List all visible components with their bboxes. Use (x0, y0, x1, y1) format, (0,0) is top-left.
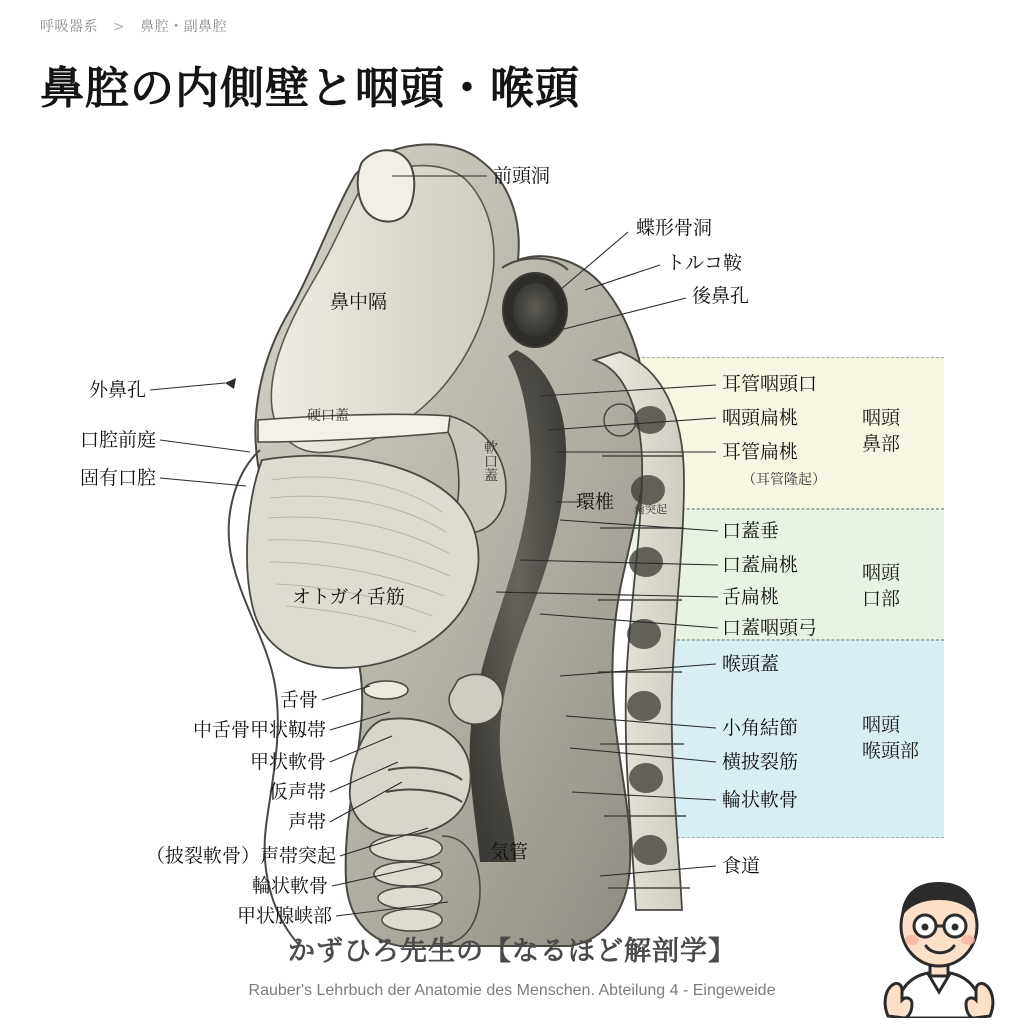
label-transverse-arytenoid: 横披裂筋 (722, 751, 799, 773)
label-sphenoid-sinus: 蝶形骨洞 (636, 217, 713, 239)
label-choana: 後鼻孔 (692, 285, 750, 307)
label-cricoid-cartilage: 輪状軟骨 (251, 875, 328, 897)
label-hard-palate: 硬口蓋 (307, 408, 349, 424)
region-label-line2: 口部 (862, 588, 901, 610)
label-oral-vestibule: 口腔前庭 (79, 429, 156, 451)
label-lingual-tonsil: 舌扁桃 (722, 586, 780, 608)
label-external-nares: 外鼻孔 (88, 379, 146, 401)
page-title: 鼻腔の内側壁と咽頭・喉頭 (40, 63, 580, 114)
breadcrumb-separator: > (112, 19, 126, 35)
source-citation: Rauber's Lehrbuch der Anatomie des Menschen. Abteilung 4 - Eingeweide (248, 982, 776, 999)
region-label-pharynx-nasal (862, 405, 900, 457)
label-soft-palate: 軟口蓋 (482, 440, 498, 482)
label-uvula: 口蓋垂 (722, 520, 780, 542)
label-sella-turcica: トルコ鞍 (666, 252, 743, 274)
mascot-illustration (864, 868, 1014, 1018)
region-label-pharynx-laryngeal (862, 712, 919, 764)
label-dens: 歯突起 (634, 503, 667, 516)
label-vocal-fold: 声帯 (287, 811, 326, 833)
label-nasal-septum: 鼻中隔 (330, 291, 388, 313)
label-torus-tubarius: （耳管隆起） (742, 472, 826, 488)
label-thyroid-cartilage: 甲状軟骨 (249, 751, 326, 773)
label-oral-cavity-proper: 固有口腔 (79, 467, 156, 489)
label-pharyngeal-opening-of-auditory-tube: 耳管咽頭口 (722, 373, 818, 395)
label-corniculate-tubercle: 小角結節 (722, 717, 799, 739)
label-epiglottis: 喉頭蓋 (722, 653, 780, 675)
label-pharyngeal-tonsil: 咽頭扁桃 (722, 407, 799, 429)
region-label-line2: 喉頭部 (862, 740, 920, 762)
label-palatine-tonsil: 口蓋扁桃 (722, 554, 799, 576)
label-hyoid-bone: 舌骨 (279, 689, 318, 711)
label-frontal-sinus: 前頭洞 (493, 165, 551, 187)
region-label-line2: 鼻部 (862, 433, 901, 455)
region-label-pharynx-oral (862, 560, 900, 612)
label-thyrohyoid-membrane: 中舌骨甲状靱帯 (192, 719, 326, 741)
breadcrumb-parent[interactable]: 呼吸器系 (40, 19, 98, 35)
region-label-line1: 咽頭 (862, 562, 901, 584)
label-trachea: 気管 (490, 841, 529, 863)
breadcrumb-current[interactable]: 鼻腔・副鼻腔 (140, 19, 228, 35)
label-atlas: 環椎 (576, 491, 615, 513)
label-cricoid-cartilage-r: 輪状軟骨 (722, 789, 799, 811)
breadcrumb (40, 16, 227, 36)
label-genioglossus: オトガイ舌筋 (292, 586, 405, 608)
label-tubal-tonsil: 耳管扁桃 (722, 441, 799, 463)
region-label-line1: 咽頭 (862, 714, 901, 736)
label-vocal-process: （披裂軟骨）声帯突起 (145, 845, 336, 867)
label-vestibular-fold: 仮声帯 (268, 781, 326, 803)
label-thyroid-isthmus: 甲状腺峡部 (236, 905, 332, 927)
brand-watermark: かずひろ先生の【なるほど解剖学】 (288, 936, 736, 967)
label-palatopharyngeal-arch: 口蓋咽頭弓 (722, 617, 818, 639)
region-label-line1: 咽頭 (862, 407, 901, 429)
label-esophagus: 食道 (722, 855, 761, 877)
